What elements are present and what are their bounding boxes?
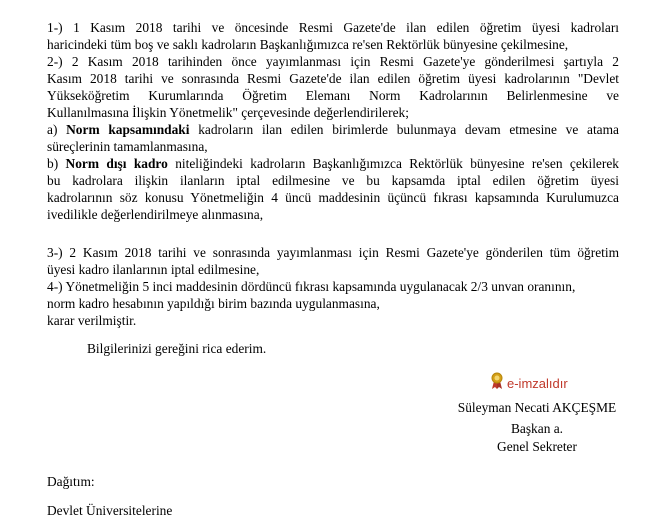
signer-name: Süleyman Necati AKÇEŞME (457, 400, 617, 415)
item-a-line-2: süreçlerinin tamamlanmasına, (47, 139, 208, 154)
distribution-recipient: Devlet Üniversitelerine (47, 503, 173, 518)
request-line: Bilgilerinizi gereğini rica ederim. (87, 341, 267, 356)
paragraph-3-line-1: 3-) 2 Kasım 2018 tarihi ve sonrasında yayımlanması için Resmi Gazete'ye gönderilen tüm öğretim (47, 245, 619, 260)
item-b-line-3: kadrolarının söz konusu Yönetmeliğin 4 üncü maddesinin üçüncü fıkrası kapsamında Kurulumuzca (47, 190, 619, 205)
item-b-line-4: ivedilikle değerlendirilmeye alınmasına, (47, 207, 264, 222)
norm-kapsam-bold: Norm kapsamındaki (66, 122, 190, 137)
norm-disi-bold: Norm dışı kadro (65, 156, 168, 171)
paragraph-4-line-2: norm kadro hesabının yapıldığı birim bazında uygulanmasına, (47, 296, 380, 311)
item-b-line-2: bu kadrolara ilişkin ilanların iptal edilmesine ve bu kapsamda iptal edilen öğretim üyesi (47, 173, 619, 188)
paragraph-4-line-1: 4-) Yönetmeliğin 5 inci maddesinin dördüncü fıkrası kapsamında uygulanacak 2/3 unvan oranının, (47, 279, 576, 294)
paragraph-1-line-2: haricindeki tüm boş ve saklı kadroların Başkanlığımızca re'sen Rektörlük bünyesine çekilmesine, (47, 37, 569, 52)
signer-title-1: Başkan a. (510, 421, 564, 436)
paragraph-2-line-2: Kasım 2018 tarihi ve sonrasında Resmi Gazete'de ilan edilen öğretim üyesi kadrolarının "Devlet (47, 71, 619, 86)
e-signature-label: e-imzalıdır (507, 375, 568, 391)
item-b-line-1: b) Norm dışı kadro niteliğindeki kadroların Başkanlığımızca Rektörlük bünyesine re'sen çekilerek (47, 156, 619, 171)
paragraph-2-line-3: Yükseköğretim Kurumlarında Öğretim Elemanı Norm Kadrolarının Belirlenmesine ve (47, 88, 619, 103)
item-a-line-1: a) Norm kapsamındaki kadroların ilan edilen birimlerde bulunmaya devam etmesine ve atama (47, 122, 619, 137)
rosette-ribbon-icon (490, 372, 504, 394)
distribution-label: Dağıtım: (47, 474, 95, 489)
paragraph-1-line-1: 1-) 1 Kasım 2018 tarihi ve öncesinde Resmi Gazete'de ilan edilen öğretim üyesi kadroları (47, 20, 619, 35)
paragraph-3-line-2: üyesi kadro ilanlarının iptal edilmesine, (47, 262, 260, 277)
signer-title-2: Genel Sekreter (497, 439, 577, 454)
paragraph-2-line-1: 2-) 2 Kasım 2018 tarihinden önce yayımlanması için Resmi Gazete'ye gönderilmesi şartıyla 2 (47, 54, 619, 69)
paragraph-2-line-4: Kullanılmasına İlişkin Yönetmelik" çerçevesinde değerlendirilerek; (47, 105, 409, 120)
e-signature-mark (490, 373, 568, 393)
closing-line: karar verilmiştir. (47, 313, 137, 328)
